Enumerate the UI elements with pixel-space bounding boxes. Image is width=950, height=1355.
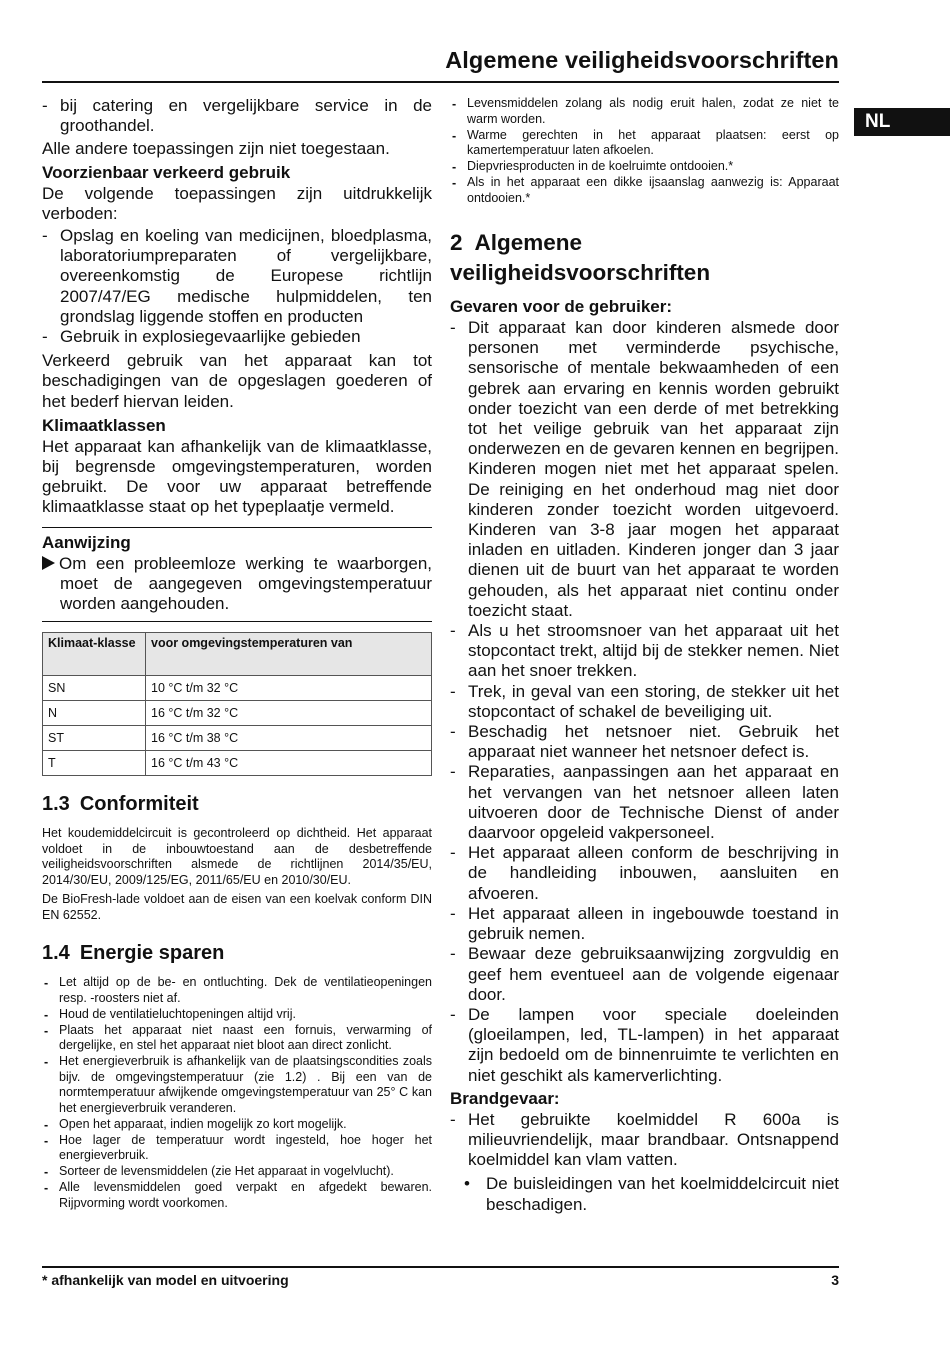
sub-list-item: • De buisleidingen van het koelmiddelcircuit niet beschadigen. [450,1174,839,1214]
footer-rule [42,1266,839,1268]
table-cell: SN [43,676,146,701]
section-number: 2 [450,230,463,255]
energy-list [42,975,432,1211]
heading-fire-hazard: Brandgevaar: [450,1088,560,1108]
heading-misuse: Voorzienbaar verkeerd gebruik [42,162,291,182]
list-item: - Reparaties, aanpassingen aan het apparaat en het vervangen van het netsnoer alleen laten uitvoeren door de Technische Dienst of ander daarvoor opgeleid vakpersoneel. [450,762,839,843]
table-cell: T [43,751,146,776]
paragraph: Alle andere toepassingen zijn niet toegestaan. [42,139,390,159]
heading-user-hazards: Gevaren voor de gebruiker: [450,297,673,316]
section-number: 1.4 [42,942,70,965]
section-title: Energie sparen [79,942,225,965]
section-number: 1.3 [42,793,70,816]
table-header-cell: Klimaat-klasse [43,633,146,676]
paragraph: Het apparaat kan afhankelijk van de klimaatklasse, bij begrensde omgevingstemperaturen, worden gebruikt. De voor uw apparaat betreffende klimaatklasse staat op het typeplaatje vermeld. [42,436,432,517]
note-text: Om een probleemloze werking te waarborgen, moet de aangegeven omgevingstemperatuur worden aangehouden. [59,553,432,614]
note-rule-bottom [42,621,432,622]
paragraph: Het koudemiddelcircuit is gecontroleerd op dichtheid. Het apparaat voldoet in de inbouwtoestand aan de desbetreffende veiligheidsvoorschriften alsmede de richtlijnen 2014/35/EU, 2014/30/EU, 2009/125/EG, 2011/65/EU en 2010/30/EU. [42,826,432,887]
list-item: - Het energieverbruik is afhankelijk van de plaatsingscondities zoals bijv. de omgevingstemperatuur (zie 1.2) . Bij een van de normtemperatuur afwijkende omgevingstemperatuur van 25° C kan het energieverbruik veranderen. [42,1054,432,1116]
paragraph: De BioFresh-lade voldoet aan de eisen van een koelvak conform DIN EN 62552. [42,892,432,922]
section-title: Conformiteit [79,793,199,816]
list-item: - De lampen voor speciale doeleinden (gloeilampen, led, TL-lampen) in het apparaat zijn bedoeld om de binnenruimte te verlichten en niet geschikt als kamerverlichting. [450,1005,839,1086]
list-item: - Plaats het apparaat niet naast een fornuis, verwarming of dergelijke, en stel het apparaat niet bloot aan direct zonlicht. [42,1023,432,1054]
table-row [43,751,432,776]
list-item: - Alle levensmiddelen goed verpakt en afgedekt bewaren. Rijpvorming wordt voorkomen. [42,1180,432,1211]
list-item: - Bewaar deze gebruiksaanwijzing zorgvuldig en geef hem eventueel aan de volgende eigenaar door. [450,944,839,1005]
note-rule-top [42,527,432,528]
section-heading-energy [42,941,432,965]
list-item: - Diepvriesproducten in de koelruimte ontdooien.* [450,159,839,175]
table-cell: ST [43,726,146,751]
note-box [42,554,432,615]
table-header-row [43,633,432,676]
list-item: - Als in het apparaat een dikke ijsaanslag aanwezig is: Apparaat ontdooien.* [450,175,839,206]
list-item: - Beschadig het netsnoer niet. Gebruik het apparaat niet wanneer het netsnoer defect is. [450,722,839,762]
list-item: - bij catering en vergelijkbare service in de groothandel. [42,96,432,136]
note-heading: Aanwijzing [42,532,131,552]
language-tab: NL [854,108,950,136]
list-item: - Het apparaat alleen conform de beschrijving in de handleiding inbouwen, aansluiten en afvoeren. [450,843,839,904]
table-cell: 16 °C t/m 43 °C [146,751,432,776]
table-row [43,726,432,751]
list-item: - Gebruik in explosiegevaarlijke gebieden [42,327,432,347]
right-column [450,96,839,1215]
list-item: - Warme gerechten in het apparaat plaatsen: eerst op kamertemperatuur laten afkoelen. [450,128,839,159]
table-cell: N [43,701,146,726]
table-header-cell: voor omgevingstemperaturen van [146,633,432,676]
page-header-title: Algemene veiligheidsvoorschriften [445,47,839,73]
list-item: - Het gebruikte koelmiddel R 600a is milieuvriendelijk, maar brandbaar. Ontsnappend koelmiddel kan vlam vatten. [450,1110,839,1171]
table-row [43,676,432,701]
list-item: - Hoe lager de temperatuur wordt ingesteld, hoe hoger het energieverbruik. [42,1133,432,1164]
list-item: - Dit apparaat kan door kinderen alsmede door personen met verminderde psychische, sensorische of mentale bekwaamheden of een gebrek aan ervaring en kennis worden gebruikt onder toezicht van een derde of met betrekking tot het veilige gebruik van het apparaat zijn onderwezen en de gevaren kennen en begrijpen. Kinderen mogen niet met het apparaat spelen. De reiniging en het onderhoud mag niet door kinderen zonder toezicht worden uitgevoerd. Kinderen van 3-8 jaar mogen het apparaat inladen en uitladen. Kinderen jonger dan 3 jaar dienen uit de buurt van het apparaat te worden gehouden, als het apparaat niet continu onder toezicht staat. [450,318,839,621]
table-row [43,701,432,726]
section-title: Algemene veiligheidsvoorschriften [450,230,711,285]
footer-note: * afhankelijk van model en uitvoering [42,1272,289,1288]
list-item: - Sorteer de levensmiddelen (zie Het apparaat in vogelvlucht). [42,1164,432,1180]
table-cell: 16 °C t/m 32 °C [146,701,432,726]
arrow-right-icon [42,556,55,570]
energy-list-continued [450,96,839,206]
user-hazard-list [450,318,839,1086]
left-column [42,96,432,1212]
page-number: 3 [831,1272,839,1288]
section-heading-safety [450,228,839,288]
list-item: - Het apparaat alleen in ingebouwde toestand in gebruik nemen. [450,904,839,944]
header-rule [42,81,839,83]
list-item: - Levensmiddelen zolang als nodig eruit halen, zodat ze niet te warm worden. [450,96,839,127]
heading-climate: Klimaatklassen [42,415,166,435]
section-heading-conformity [42,792,432,816]
paragraph: De volgende toepassingen zijn uitdrukkelijk verboden: [42,183,432,223]
table-cell: 16 °C t/m 38 °C [146,726,432,751]
list-item: - Let altijd op de be- en ontluchting. Dek de ventilatieopeningen resp. -roosters niet af. [42,975,432,1006]
list-item: - Houd de ventilatieluchtopeningen altijd vrij. [42,1007,432,1023]
list-item: - Als u het stroomsnoer van het apparaat uit het stopcontact trekt, altijd bij de stekker nemen. Niet aan het snoer trekken. [450,621,839,682]
list-item: - Trek, in geval van een storing, de stekker uit het stopcontact of schakel de beveiliging uit. [450,682,839,722]
list-item: - Open het apparaat, indien mogelijk zo kort mogelijk. [42,1117,432,1133]
list-item: - Opslag en koeling van medicijnen, bloedplasma, laboratoriumpreparaten of vergelijkbare, overeenkomstig de Europese richtlijn 2007/47/EG medische hulpmiddelen, ten grondslag liggende stoffen en producten [42,226,432,327]
climate-table [42,632,432,776]
paragraph: Verkeerd gebruik van het apparaat kan tot beschadigingen van de opgeslagen goederen of het bederf hiervan leiden. [42,351,432,411]
table-cell: 10 °C t/m 32 °C [146,676,432,701]
